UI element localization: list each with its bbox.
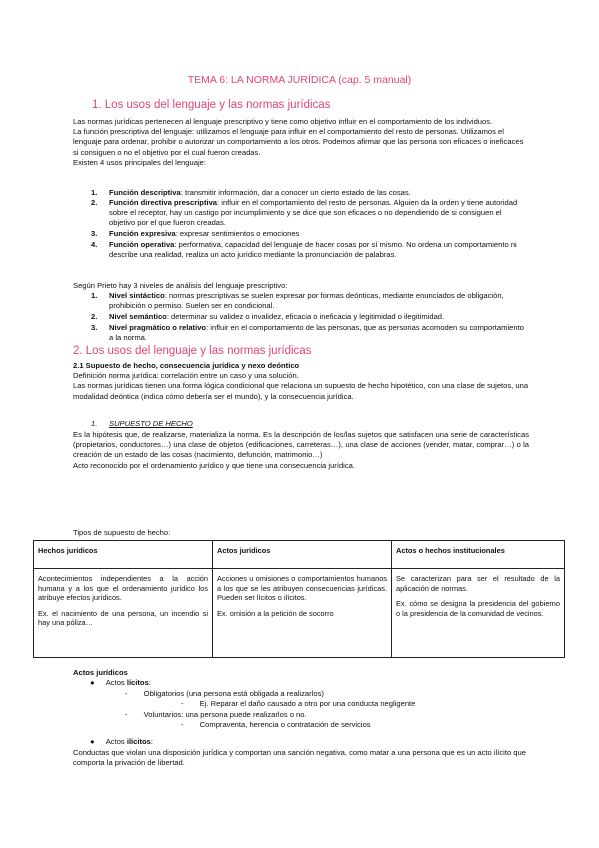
table-cell: Acciones u omisiones o comportamientos humanos a los que se les atribuyen consecuencias jurídicas. Pueden ser lícitos o ilícitos. Ex. omisión a la petición de socorro bbox=[213, 569, 392, 658]
paragraph: Es la hipótesis que, de realizarse, materializa la norma. Es la descripción de los/las sujetos que satisfacen una serie de características (propietarios, conductores…) una clase de objetos (edificaciones, carreteras…), una clase de acciones (vender, matar, comprar…) o la creación de un estado de las cosas (nacimiento, defunción, matrimonio…) bbox=[73, 430, 529, 460]
paragraph: Existen 4 usos principales del lenguaje: bbox=[73, 157, 206, 167]
table-cell: Se caracterizan para ser el resultado de la aplicación de normas. Ex. cómo se designa la presidencia del gobierno o la presidencia de la comunidad de vecinos. bbox=[392, 569, 565, 658]
paragraph: Las normas jurídicas tienen una forma lógica condicional que relaciona un supuesto de hecho hipotético, con una clase de sujetos, una modalidad deóntica (indica cómo debería ser el mundo), y la consecuencia jurídica. bbox=[73, 381, 529, 401]
column-header: Hechos jurídicos bbox=[34, 541, 213, 569]
paragraph: Definición norma jurídica: correlación entre un caso y una solución. bbox=[73, 371, 299, 381]
paragraph: Acto reconocido por el ordenamiento jurídico y que tiene una consecuencia jurídica. bbox=[73, 460, 355, 470]
table-caption: Tipos de supuesto de hecho: bbox=[73, 528, 171, 537]
dash-icon: - bbox=[125, 710, 128, 719]
paragraph: Conductas que violan una disposición jurídica y comportan una sanción negativa, como matar a una persona que es un acto ilícito que comporta la privación de libertad. bbox=[73, 748, 526, 768]
document-page: TEMA 6: LA NORMA JURÍDICA (cap. 5 manual) 1. Los usos del lenguaje y las normas jurídicas Las normas jurídicas pertenecen al lenguaje prescriptivo y tiene como objetivo influir en el comportamiento de los individuos. La función prescriptiva del lenguaje: utilizamos el lenguaje para influir en el comportamiento del resto de personas. Utilizamos el lenguaje para ordenar, prohibir o autorizar un comportamiento a los otros. Podemos afirmar que las persona son eficaces o ineficaces si consiguen o no el objetivo por el cual fueron creadas. Existen 4 usos principales del lenguaje: 1. Función descriptiva: transmitir información, dar a conocer un cierto estado de las cosas. 2. Función directiva prescriptiva: influir en el comportamiento del resto de personas. Alguien da la orden y tiene autoridad sobre el receptor, hay un castigo por incumplimiento y se dice que son eficaces o no dependiendo de si consiguen el objetivo por el que fueron creadas. 3. Función expresiva: expresar sentimientos o emociones 4. Función operativa: performativa, capacidad del lenguaje de hacer cosas por sí mismo. No ordena un comportamiento ni describe una realidad, realiza un acto jurídico mediante la pronunciación de palabras. Según Prieto hay 3 niveles de análisis del lenguaje prescriptivo: 1. Nivel sintáctico: normas prescriptivas se suelen expresar por formas deónticas, mediante enunciados de obligación, prohibición o permiso. Suelen ser en condicional. 2. Nivel semántico: determinar su validez o invalidez, eficacia o ineficacia y legitimidad o ilegitimidad. 3. Nivel pragmático o relativo: influir en el comportamiento de las personas, que as personas acomoden su comportamiento a la norma. 2. Los usos del lenguaje y las normas jurídicas 2.1 Supuesto de hecho, consecuencia jurídica y nexo deóntico Definición norma jurídica: correlación entre un caso y una solución. Las normas jurídicas tienen una forma lógica condicional que relaciona un supuesto de hecho hipotético, con una clase de sujetos, una modalidad deóntica (indica cómo debería ser el mundo), y la consecuencia jurídica. 1. SUPUESTO DE HECHO Es la hipótesis que, de realizarse, materializa la norma. Es la descripción de los/las sujetos que satisfacen una serie de características (propietarios, conductores…) una clase de objetos (edificaciones, carreteras…), una clase de acciones (vender, matar, comprar…) o la creación de un estado de las cosas (nacimiento, defunción, matrimonio…) Acto reconocido por el ordenamiento jurídico y que tiene una consecuencia jurídica. Tipos de supuesto de hecho: Hechos jurídicos Actos jurídicos Actos o hechos institucionales Acontecimientos independientes a la acción humana y a los que el ordenamiento jurídico los atribuye efectos jurídicos. Ex. el nacimiento de una persona, un incendio si hay una póliza… Acciones u omisiones o comportamientos humanos a los que se les atribuyen consecuencias jurídicas. Pueden ser lícitos o ilícitos. Ex. omisión a la petición de socorro Se caracterizan para ser el resultado de la aplicación de normas. Ex. cómo se designa la presidencia del gobierno o la presidencia de la comunidad de vecinos. Actos jurídicos ● Actos lícitos: - Obligatorios (una persona está obligada a realizarlos) - Ej. Reparar el daño causado a otro por una conducta negligente - Voluntarios: una persona puede realizarlos o no. - Compraventa, herencia o contratación de servicios ● Actos ilícitos: Conductas que violan una disposición jurídica y comportan una sanción negativa, como matar a una persona que es un acto ilícito que comporta la privación de libertad. bbox=[0, 0, 599, 848]
table-row bbox=[34, 569, 565, 658]
dash-icon: - bbox=[181, 699, 184, 708]
section-1-heading: 1. Los usos del lenguaje y las normas jurídicas bbox=[92, 99, 331, 111]
column-header: Actos o hechos institucionales bbox=[392, 541, 565, 569]
list-item: - Ej. Reparar el daño causado a otro por una conducta negligente bbox=[181, 699, 416, 708]
section-2-heading: 2. Los usos del lenguaje y las normas jurídicas bbox=[73, 345, 312, 357]
actos-heading: Actos jurídicos bbox=[73, 668, 128, 677]
paragraph: Según Prieto hay 3 niveles de análisis del lenguaje prescriptivo: bbox=[73, 281, 288, 290]
section-1-intro bbox=[73, 117, 529, 168]
dash-icon: - bbox=[125, 689, 128, 698]
column-header: Actos jurídicos bbox=[213, 541, 392, 569]
table-cell: Acontecimientos independientes a la acción humana y a los que el ordenamiento jurídico los atribuye efectos jurídicos. Ex. el nacimiento de una persona, un incendio si hay una póliza… bbox=[34, 569, 213, 658]
supuesto-description bbox=[73, 430, 529, 471]
dash-icon: - bbox=[181, 720, 184, 729]
paragraph: La función prescriptiva del lenguaje: utilizamos el lenguaje para influir en el comportamiento del resto de personas. Utilizamos el lenguaje para ordenar, prohibir o autorizar un comportamiento a los otros. Podemos afirmar que las persona son eficaces o ineficaces si consiguen o no el objetivo por el cual fueron creadas. bbox=[73, 127, 524, 157]
table-header-row bbox=[34, 541, 565, 569]
subsection-heading: 2.1 Supuesto de hecho, consecuencia jurídica y nexo deóntico bbox=[73, 361, 300, 370]
list-item: ● Actos ilícitos: bbox=[90, 737, 154, 746]
section-2-intro bbox=[73, 361, 529, 402]
bullet-icon: ● bbox=[90, 678, 95, 687]
list-item: - Voluntarios: una persona puede realizarlos o no. bbox=[125, 710, 307, 719]
supuesto-types-table bbox=[33, 540, 565, 658]
page-title: TEMA 6: LA NORMA JURÍDICA (cap. 5 manual) bbox=[187, 74, 412, 86]
paragraph: Las normas jurídicas pertenecen al lenguaje prescriptivo y tiene como objetivo influir en el comportamiento de los individuos. bbox=[73, 117, 493, 126]
list-item: - Compraventa, herencia o contratación de servicios bbox=[181, 720, 371, 729]
list-item: - Obligatorios (una persona está obligada a realizarlos) bbox=[125, 689, 324, 698]
list-item: ● Actos lícitos: bbox=[90, 678, 151, 687]
bullet-icon: ● bbox=[90, 737, 95, 746]
